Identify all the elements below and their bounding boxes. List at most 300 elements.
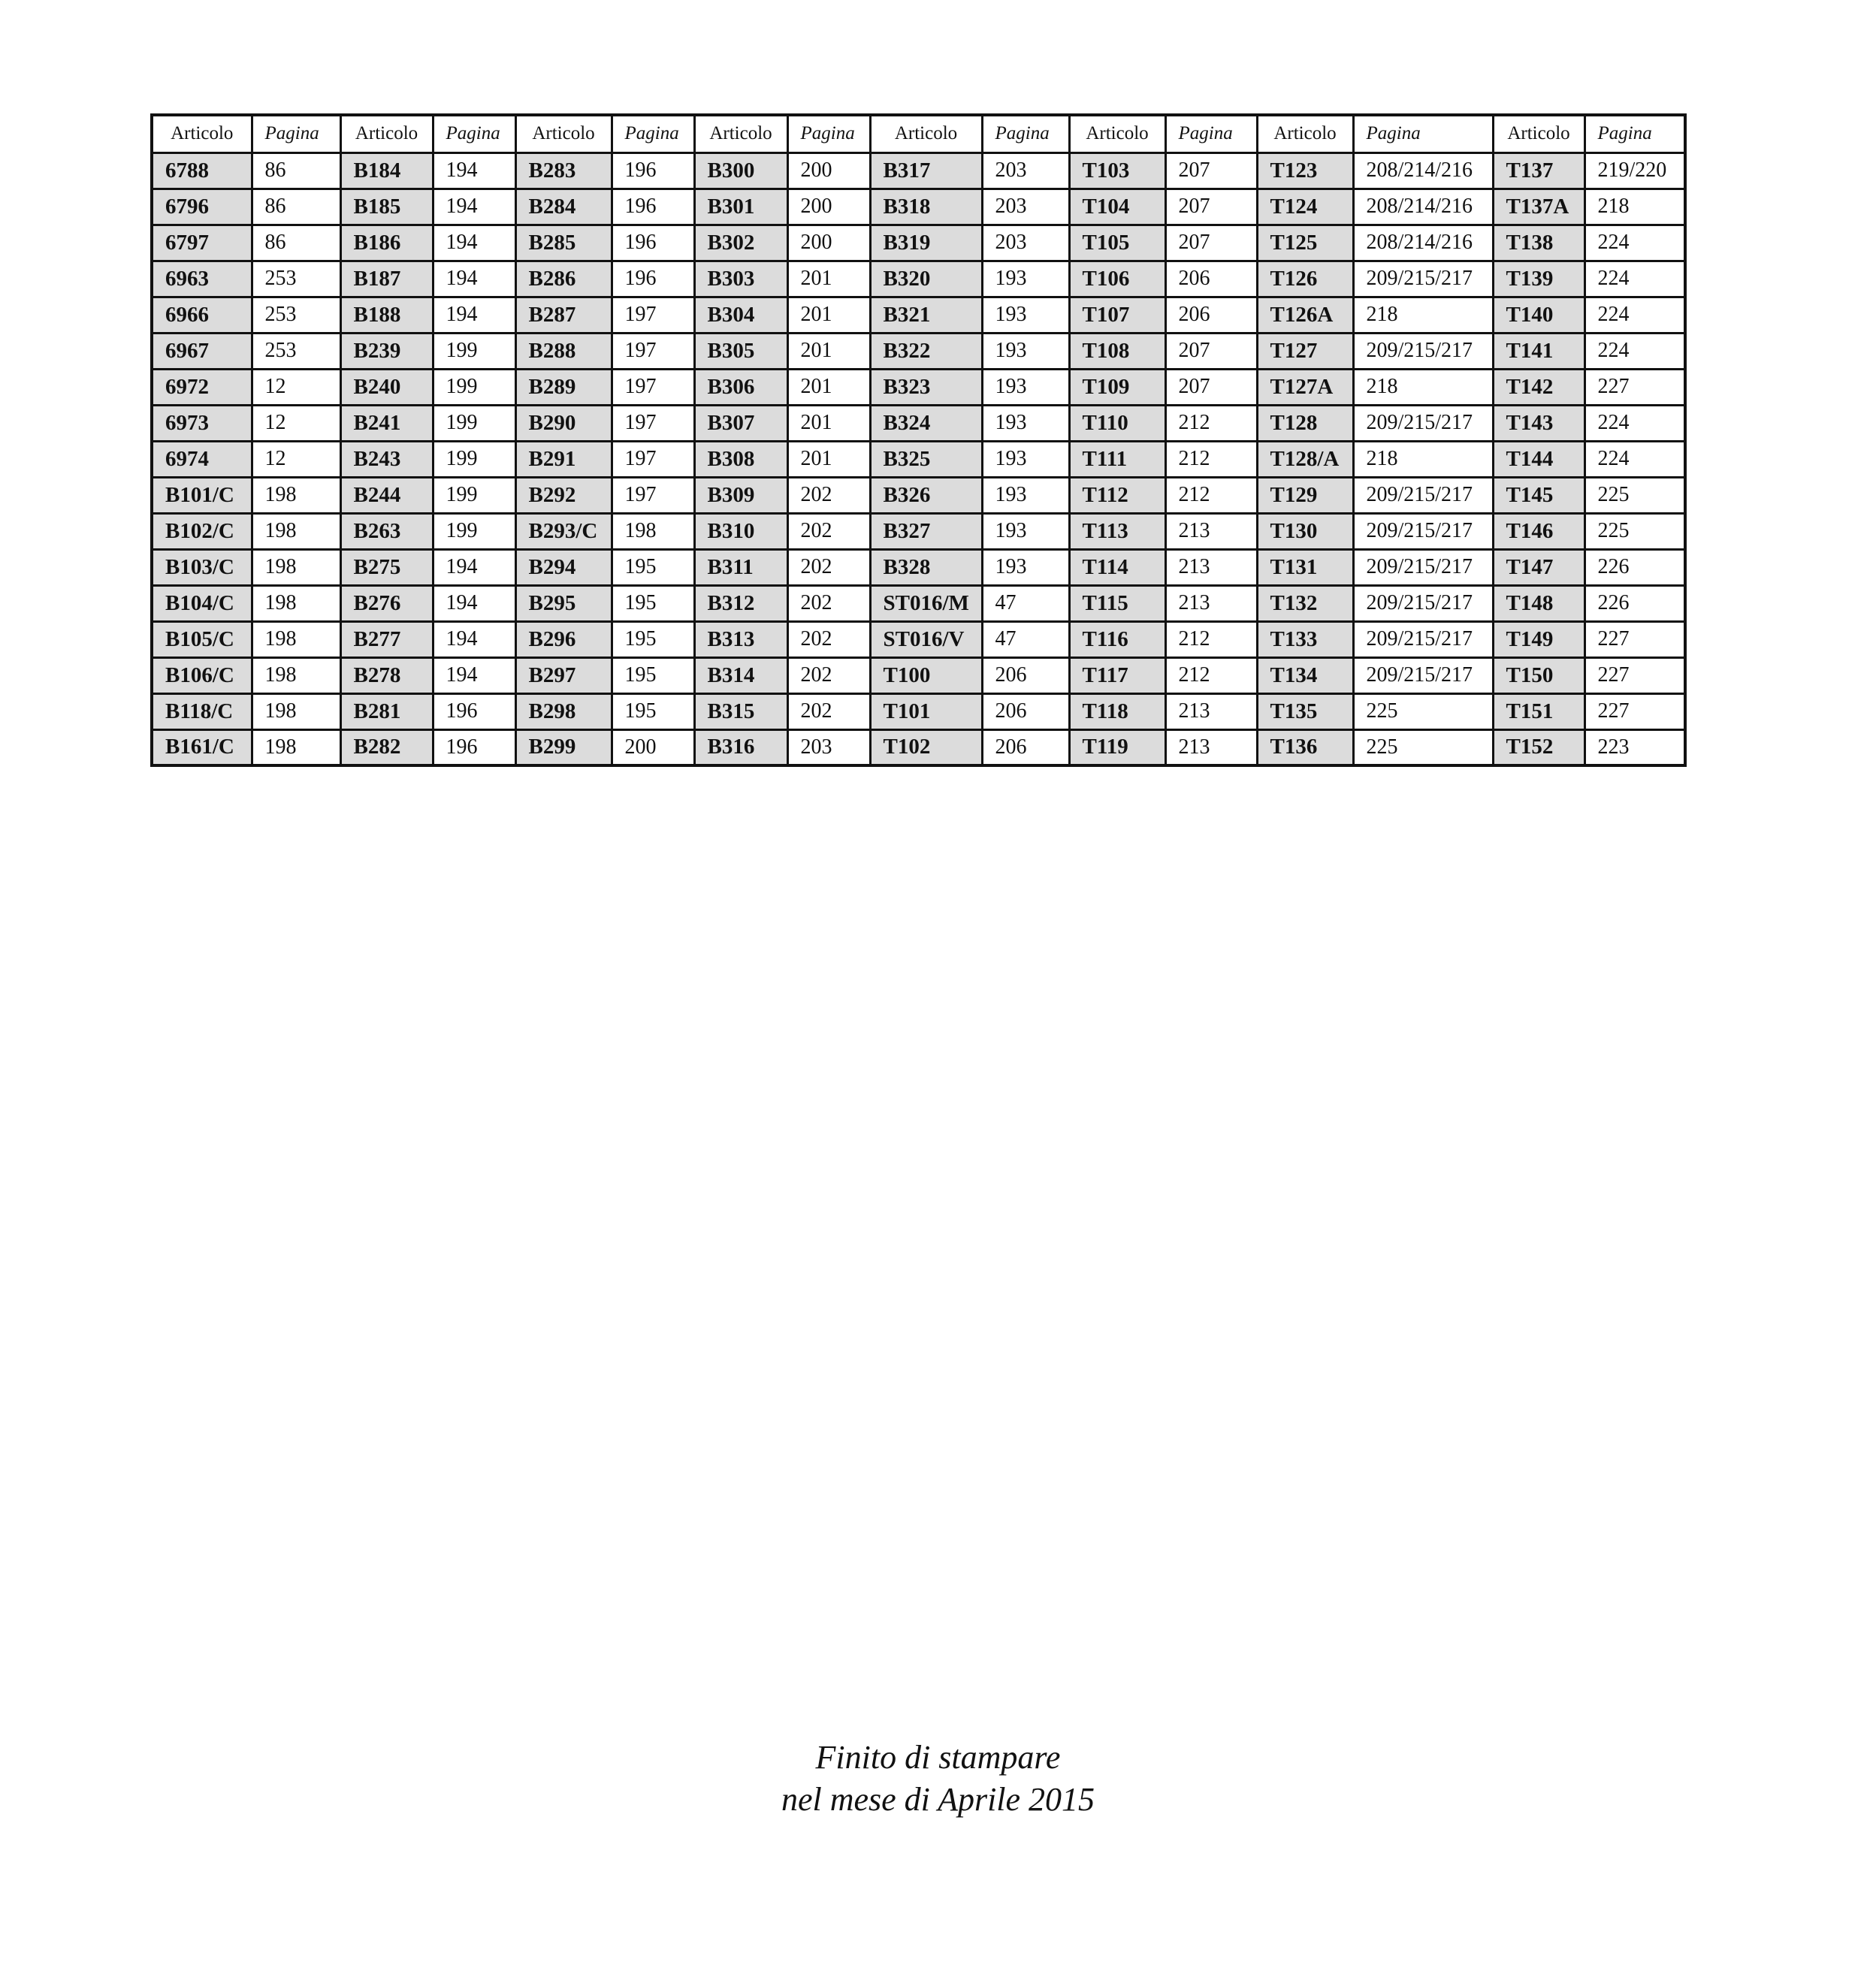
article-code-cell: B312 xyxy=(694,585,787,621)
article-code-cell: B282 xyxy=(340,729,433,765)
article-code-cell: T132 xyxy=(1257,585,1353,621)
page-number-cell: 225 xyxy=(1584,477,1685,513)
article-code-cell: 6966 xyxy=(152,297,252,333)
page-number-cell: 195 xyxy=(612,621,694,657)
article-code-cell: 6963 xyxy=(152,261,252,297)
table-row xyxy=(152,585,1685,621)
page-number-cell: 197 xyxy=(612,369,694,405)
page-number-cell: 198 xyxy=(252,585,340,621)
page-number-cell: 226 xyxy=(1584,549,1685,585)
page-number-cell: 213 xyxy=(1165,585,1257,621)
article-code-cell: B303 xyxy=(694,261,787,297)
article-code-cell: T152 xyxy=(1493,729,1584,765)
article-code-cell: T124 xyxy=(1257,189,1353,225)
page-number-cell: 213 xyxy=(1165,693,1257,729)
page-number-cell: 224 xyxy=(1584,441,1685,477)
page-number-cell: 198 xyxy=(252,621,340,657)
page-number-cell: 198 xyxy=(252,657,340,693)
article-code-cell: B304 xyxy=(694,297,787,333)
article-code-cell: T150 xyxy=(1493,657,1584,693)
article-code-cell: T143 xyxy=(1493,405,1584,441)
page-number-cell: 225 xyxy=(1353,693,1493,729)
page-number-cell: 193 xyxy=(982,369,1069,405)
article-code-cell: T108 xyxy=(1069,333,1165,369)
article-code-cell: B310 xyxy=(694,513,787,549)
article-code-cell: T126 xyxy=(1257,261,1353,297)
article-code-cell: B328 xyxy=(870,549,982,585)
page-number-cell: 199 xyxy=(433,333,515,369)
page-number-cell: 202 xyxy=(787,549,870,585)
header-pagina: Pagina xyxy=(252,115,340,152)
page-number-cell: 225 xyxy=(1353,729,1493,765)
header-pagina: Pagina xyxy=(1353,115,1493,152)
article-page-index-table xyxy=(150,113,1687,767)
page-number-cell: 200 xyxy=(787,152,870,189)
page-number-cell: 209/215/217 xyxy=(1353,405,1493,441)
colophon xyxy=(0,1737,1876,1821)
page-number-cell: 197 xyxy=(612,477,694,513)
article-code-cell: B283 xyxy=(515,152,612,189)
page-number-cell: 201 xyxy=(787,441,870,477)
page-number-cell: 212 xyxy=(1165,405,1257,441)
page-number-cell: 196 xyxy=(612,261,694,297)
article-code-cell: B105/C xyxy=(152,621,252,657)
page-number-cell: 194 xyxy=(433,585,515,621)
table-row xyxy=(152,261,1685,297)
article-code-cell: T151 xyxy=(1493,693,1584,729)
page-number-cell: 193 xyxy=(982,477,1069,513)
article-code-cell: B308 xyxy=(694,441,787,477)
article-code-cell: B306 xyxy=(694,369,787,405)
page-number-cell: 202 xyxy=(787,657,870,693)
header-articolo: Articolo xyxy=(694,115,787,152)
article-code-cell: B263 xyxy=(340,513,433,549)
page-number-cell: 86 xyxy=(252,152,340,189)
page-number-cell: 209/215/217 xyxy=(1353,621,1493,657)
header-articolo: Articolo xyxy=(1069,115,1165,152)
page-number-cell: 212 xyxy=(1165,621,1257,657)
header-pagina: Pagina xyxy=(1584,115,1685,152)
page-number-cell: 196 xyxy=(612,189,694,225)
page-number-cell: 193 xyxy=(982,549,1069,585)
page-number-cell: 212 xyxy=(1165,657,1257,693)
header-pagina: Pagina xyxy=(612,115,694,152)
article-code-cell: B243 xyxy=(340,441,433,477)
article-code-cell: B288 xyxy=(515,333,612,369)
article-code-cell: B240 xyxy=(340,369,433,405)
article-code-cell: B184 xyxy=(340,152,433,189)
page-number-cell: 209/215/217 xyxy=(1353,513,1493,549)
page-number-cell: 199 xyxy=(433,369,515,405)
page-number-cell: 203 xyxy=(982,189,1069,225)
page-number-cell: 218 xyxy=(1353,369,1493,405)
page-number-cell: 206 xyxy=(1165,261,1257,297)
article-code-cell: B317 xyxy=(870,152,982,189)
article-code-cell: T115 xyxy=(1069,585,1165,621)
page-number-cell: 86 xyxy=(252,225,340,261)
page-number-cell: 194 xyxy=(433,261,515,297)
page-number-cell: 202 xyxy=(787,621,870,657)
page-number-cell: 207 xyxy=(1165,225,1257,261)
page-number-cell: 199 xyxy=(433,441,515,477)
article-code-cell: T119 xyxy=(1069,729,1165,765)
article-code-cell: B104/C xyxy=(152,585,252,621)
article-code-cell: T140 xyxy=(1493,297,1584,333)
article-code-cell: T117 xyxy=(1069,657,1165,693)
article-code-cell: B106/C xyxy=(152,657,252,693)
article-code-cell: B118/C xyxy=(152,693,252,729)
article-code-cell: ST016/V xyxy=(870,621,982,657)
page-number-cell: 226 xyxy=(1584,585,1685,621)
article-code-cell: B284 xyxy=(515,189,612,225)
table-row xyxy=(152,369,1685,405)
article-code-cell: B326 xyxy=(870,477,982,513)
page-number-cell: 12 xyxy=(252,405,340,441)
page-number-cell: 195 xyxy=(612,549,694,585)
article-code-cell: 6967 xyxy=(152,333,252,369)
page-number-cell: 198 xyxy=(252,693,340,729)
page-number-cell: 208/214/216 xyxy=(1353,152,1493,189)
page-number-cell: 203 xyxy=(787,729,870,765)
page-number-cell: 213 xyxy=(1165,729,1257,765)
article-code-cell: B298 xyxy=(515,693,612,729)
article-code-cell: T147 xyxy=(1493,549,1584,585)
table-row xyxy=(152,513,1685,549)
page-number-cell: 206 xyxy=(1165,297,1257,333)
page-number-cell: 224 xyxy=(1584,225,1685,261)
page-number-cell: 209/215/217 xyxy=(1353,549,1493,585)
page-number-cell: 218 xyxy=(1353,441,1493,477)
article-code-cell: B185 xyxy=(340,189,433,225)
page-number-cell: 212 xyxy=(1165,441,1257,477)
table-row xyxy=(152,693,1685,729)
page-number-cell: 199 xyxy=(433,405,515,441)
article-code-cell: B186 xyxy=(340,225,433,261)
page-number-cell: 196 xyxy=(433,729,515,765)
article-code-cell: T112 xyxy=(1069,477,1165,513)
article-code-cell: 6796 xyxy=(152,189,252,225)
table-row xyxy=(152,225,1685,261)
page-number-cell: 227 xyxy=(1584,621,1685,657)
page-number-cell: 198 xyxy=(252,549,340,585)
page-number-cell: 224 xyxy=(1584,405,1685,441)
page-number-cell: 193 xyxy=(982,405,1069,441)
article-code-cell: T105 xyxy=(1069,225,1165,261)
page-number-cell: 198 xyxy=(252,513,340,549)
page-number-cell: 201 xyxy=(787,333,870,369)
article-code-cell: B300 xyxy=(694,152,787,189)
colophon-line-2: nel mese di Aprile 2015 xyxy=(781,1781,1095,1818)
page-number-cell: 200 xyxy=(612,729,694,765)
table-body xyxy=(152,152,1685,765)
article-code-cell: B314 xyxy=(694,657,787,693)
page-number-cell: 47 xyxy=(982,621,1069,657)
article-code-cell: B313 xyxy=(694,621,787,657)
page-number-cell: 196 xyxy=(612,225,694,261)
article-code-cell: T101 xyxy=(870,693,982,729)
article-code-cell: T100 xyxy=(870,657,982,693)
page-number-cell: 199 xyxy=(433,477,515,513)
article-code-cell: T137 xyxy=(1493,152,1584,189)
page-number-cell: 200 xyxy=(787,189,870,225)
table-row xyxy=(152,297,1685,333)
article-code-cell: B291 xyxy=(515,441,612,477)
article-code-cell: B293/C xyxy=(515,513,612,549)
article-code-cell: T142 xyxy=(1493,369,1584,405)
table-row xyxy=(152,333,1685,369)
page-number-cell: 197 xyxy=(612,441,694,477)
article-code-cell: B188 xyxy=(340,297,433,333)
article-code-cell: T128/A xyxy=(1257,441,1353,477)
article-code-cell: B239 xyxy=(340,333,433,369)
table-row xyxy=(152,441,1685,477)
page-number-cell: 197 xyxy=(612,333,694,369)
article-code-cell: T104 xyxy=(1069,189,1165,225)
page-number-cell: 209/215/217 xyxy=(1353,585,1493,621)
page-number-cell: 225 xyxy=(1584,513,1685,549)
article-code-cell: T148 xyxy=(1493,585,1584,621)
page-number-cell: 194 xyxy=(433,297,515,333)
page-number-cell: 206 xyxy=(982,729,1069,765)
article-code-cell: T102 xyxy=(870,729,982,765)
page-number-cell: 213 xyxy=(1165,549,1257,585)
page-number-cell: 197 xyxy=(612,405,694,441)
article-code-cell: B302 xyxy=(694,225,787,261)
page-number-cell: 218 xyxy=(1584,189,1685,225)
page-number-cell: 201 xyxy=(787,261,870,297)
page-number-cell: 194 xyxy=(433,549,515,585)
article-code-cell: 6788 xyxy=(152,152,252,189)
article-code-cell: B278 xyxy=(340,657,433,693)
page-number-cell: 194 xyxy=(433,189,515,225)
table-row xyxy=(152,189,1685,225)
article-code-cell: T127 xyxy=(1257,333,1353,369)
page-number-cell: 193 xyxy=(982,513,1069,549)
article-code-cell: T111 xyxy=(1069,441,1165,477)
article-code-cell: B318 xyxy=(870,189,982,225)
page-number-cell: 223 xyxy=(1584,729,1685,765)
header-pagina: Pagina xyxy=(433,115,515,152)
article-code-cell: T109 xyxy=(1069,369,1165,405)
article-code-cell: B294 xyxy=(515,549,612,585)
article-code-cell: B244 xyxy=(340,477,433,513)
article-code-cell: T149 xyxy=(1493,621,1584,657)
article-code-cell: B287 xyxy=(515,297,612,333)
article-code-cell: B311 xyxy=(694,549,787,585)
article-code-cell: T129 xyxy=(1257,477,1353,513)
article-code-cell: T103 xyxy=(1069,152,1165,189)
table-row xyxy=(152,657,1685,693)
article-code-cell: T134 xyxy=(1257,657,1353,693)
page-number-cell: 196 xyxy=(433,693,515,729)
page-number-cell: 202 xyxy=(787,477,870,513)
article-code-cell: B322 xyxy=(870,333,982,369)
article-code-cell: T118 xyxy=(1069,693,1165,729)
article-code-cell: B103/C xyxy=(152,549,252,585)
article-code-cell: T135 xyxy=(1257,693,1353,729)
article-code-cell: B305 xyxy=(694,333,787,369)
page-number-cell: 219/220 xyxy=(1584,152,1685,189)
page-number-cell: 253 xyxy=(252,297,340,333)
header-articolo: Articolo xyxy=(515,115,612,152)
article-code-cell: T107 xyxy=(1069,297,1165,333)
page-number-cell: 195 xyxy=(612,657,694,693)
page-number-cell: 200 xyxy=(787,225,870,261)
article-code-cell: B292 xyxy=(515,477,612,513)
article-code-cell: T110 xyxy=(1069,405,1165,441)
article-code-cell: T106 xyxy=(1069,261,1165,297)
article-code-cell: T131 xyxy=(1257,549,1353,585)
table-row xyxy=(152,152,1685,189)
page-number-cell: 213 xyxy=(1165,513,1257,549)
article-code-cell: T125 xyxy=(1257,225,1353,261)
page-number-cell: 195 xyxy=(612,693,694,729)
article-code-cell: T130 xyxy=(1257,513,1353,549)
table-header-row xyxy=(152,115,1685,152)
article-code-cell: B319 xyxy=(870,225,982,261)
page-number-cell: 193 xyxy=(982,441,1069,477)
article-code-cell: T123 xyxy=(1257,152,1353,189)
page-number-cell: 227 xyxy=(1584,693,1685,729)
article-code-cell: T133 xyxy=(1257,621,1353,657)
article-code-cell: T128 xyxy=(1257,405,1353,441)
page-number-cell: 209/215/217 xyxy=(1353,477,1493,513)
page-number-cell: 193 xyxy=(982,297,1069,333)
page-number-cell: 196 xyxy=(612,152,694,189)
article-code-cell: B320 xyxy=(870,261,982,297)
page-number-cell: 47 xyxy=(982,585,1069,621)
page-number-cell: 208/214/216 xyxy=(1353,225,1493,261)
table-row xyxy=(152,549,1685,585)
article-code-cell: B161/C xyxy=(152,729,252,765)
page-number-cell: 201 xyxy=(787,405,870,441)
article-code-cell: B309 xyxy=(694,477,787,513)
article-code-cell: B276 xyxy=(340,585,433,621)
table-row xyxy=(152,621,1685,657)
page-number-cell: 12 xyxy=(252,441,340,477)
page-number-cell: 198 xyxy=(252,477,340,513)
page-number-cell: 208/214/216 xyxy=(1353,189,1493,225)
article-code-cell: B275 xyxy=(340,549,433,585)
article-code-cell: B290 xyxy=(515,405,612,441)
page-number-cell: 195 xyxy=(612,585,694,621)
article-code-cell: T144 xyxy=(1493,441,1584,477)
article-code-cell: B299 xyxy=(515,729,612,765)
table-row xyxy=(152,729,1685,765)
article-code-cell: B101/C xyxy=(152,477,252,513)
header-articolo: Articolo xyxy=(1493,115,1584,152)
page-number-cell: 202 xyxy=(787,585,870,621)
page-number-cell: 201 xyxy=(787,297,870,333)
page-number-cell: 218 xyxy=(1353,297,1493,333)
page-number-cell: 194 xyxy=(433,621,515,657)
article-code-cell: T127A xyxy=(1257,369,1353,405)
header-pagina: Pagina xyxy=(1165,115,1257,152)
article-code-cell: T138 xyxy=(1493,225,1584,261)
article-code-cell: B285 xyxy=(515,225,612,261)
page-number-cell: 206 xyxy=(982,657,1069,693)
article-code-cell: T113 xyxy=(1069,513,1165,549)
page-number-cell: 209/215/217 xyxy=(1353,261,1493,297)
page-number-cell: 86 xyxy=(252,189,340,225)
article-code-cell: B323 xyxy=(870,369,982,405)
header-articolo: Articolo xyxy=(1257,115,1353,152)
article-code-cell: B307 xyxy=(694,405,787,441)
article-code-cell: 6973 xyxy=(152,405,252,441)
article-code-cell: 6797 xyxy=(152,225,252,261)
header-articolo: Articolo xyxy=(870,115,982,152)
table-row xyxy=(152,405,1685,441)
article-code-cell: T146 xyxy=(1493,513,1584,549)
article-code-cell: B281 xyxy=(340,693,433,729)
article-code-cell: B324 xyxy=(870,405,982,441)
article-code-cell: B102/C xyxy=(152,513,252,549)
page-number-cell: 198 xyxy=(252,729,340,765)
article-code-cell: B327 xyxy=(870,513,982,549)
page-number-cell: 206 xyxy=(982,693,1069,729)
article-code-cell: T114 xyxy=(1069,549,1165,585)
page-number-cell: 201 xyxy=(787,369,870,405)
page-number-cell: 224 xyxy=(1584,333,1685,369)
page-number-cell: 202 xyxy=(787,513,870,549)
page-number-cell: 193 xyxy=(982,333,1069,369)
page-number-cell: 197 xyxy=(612,297,694,333)
article-code-cell: B316 xyxy=(694,729,787,765)
page-number-cell: 227 xyxy=(1584,657,1685,693)
article-code-cell: ST016/M xyxy=(870,585,982,621)
page-number-cell: 207 xyxy=(1165,189,1257,225)
article-code-cell: 6972 xyxy=(152,369,252,405)
header-articolo: Articolo xyxy=(340,115,433,152)
page-number-cell: 209/215/217 xyxy=(1353,333,1493,369)
article-code-cell: B315 xyxy=(694,693,787,729)
page-number-cell: 203 xyxy=(982,152,1069,189)
page-number-cell: 224 xyxy=(1584,261,1685,297)
article-code-cell: T137A xyxy=(1493,189,1584,225)
page-number-cell: 203 xyxy=(982,225,1069,261)
table-row xyxy=(152,477,1685,513)
header-pagina: Pagina xyxy=(787,115,870,152)
article-code-cell: T145 xyxy=(1493,477,1584,513)
page-number-cell: 194 xyxy=(433,657,515,693)
page-number-cell: 212 xyxy=(1165,477,1257,513)
article-code-cell: B187 xyxy=(340,261,433,297)
page-number-cell: 253 xyxy=(252,261,340,297)
page-number-cell: 12 xyxy=(252,369,340,405)
article-code-cell: B325 xyxy=(870,441,982,477)
article-code-cell: B297 xyxy=(515,657,612,693)
article-code-cell: B241 xyxy=(340,405,433,441)
page-number-cell: 207 xyxy=(1165,152,1257,189)
page-number-cell: 202 xyxy=(787,693,870,729)
page-number-cell: 224 xyxy=(1584,297,1685,333)
page-number-cell: 253 xyxy=(252,333,340,369)
article-code-cell: B289 xyxy=(515,369,612,405)
page-number-cell: 227 xyxy=(1584,369,1685,405)
colophon-line-1: Finito di stampare xyxy=(815,1739,1061,1776)
article-code-cell: T139 xyxy=(1493,261,1584,297)
page-number-cell: 199 xyxy=(433,513,515,549)
header-articolo: Articolo xyxy=(152,115,252,152)
article-code-cell: B295 xyxy=(515,585,612,621)
article-code-cell: 6974 xyxy=(152,441,252,477)
article-code-cell: B286 xyxy=(515,261,612,297)
article-code-cell: B301 xyxy=(694,189,787,225)
article-code-cell: B277 xyxy=(340,621,433,657)
article-code-cell: B296 xyxy=(515,621,612,657)
article-code-cell: T141 xyxy=(1493,333,1584,369)
article-code-cell: T126A xyxy=(1257,297,1353,333)
